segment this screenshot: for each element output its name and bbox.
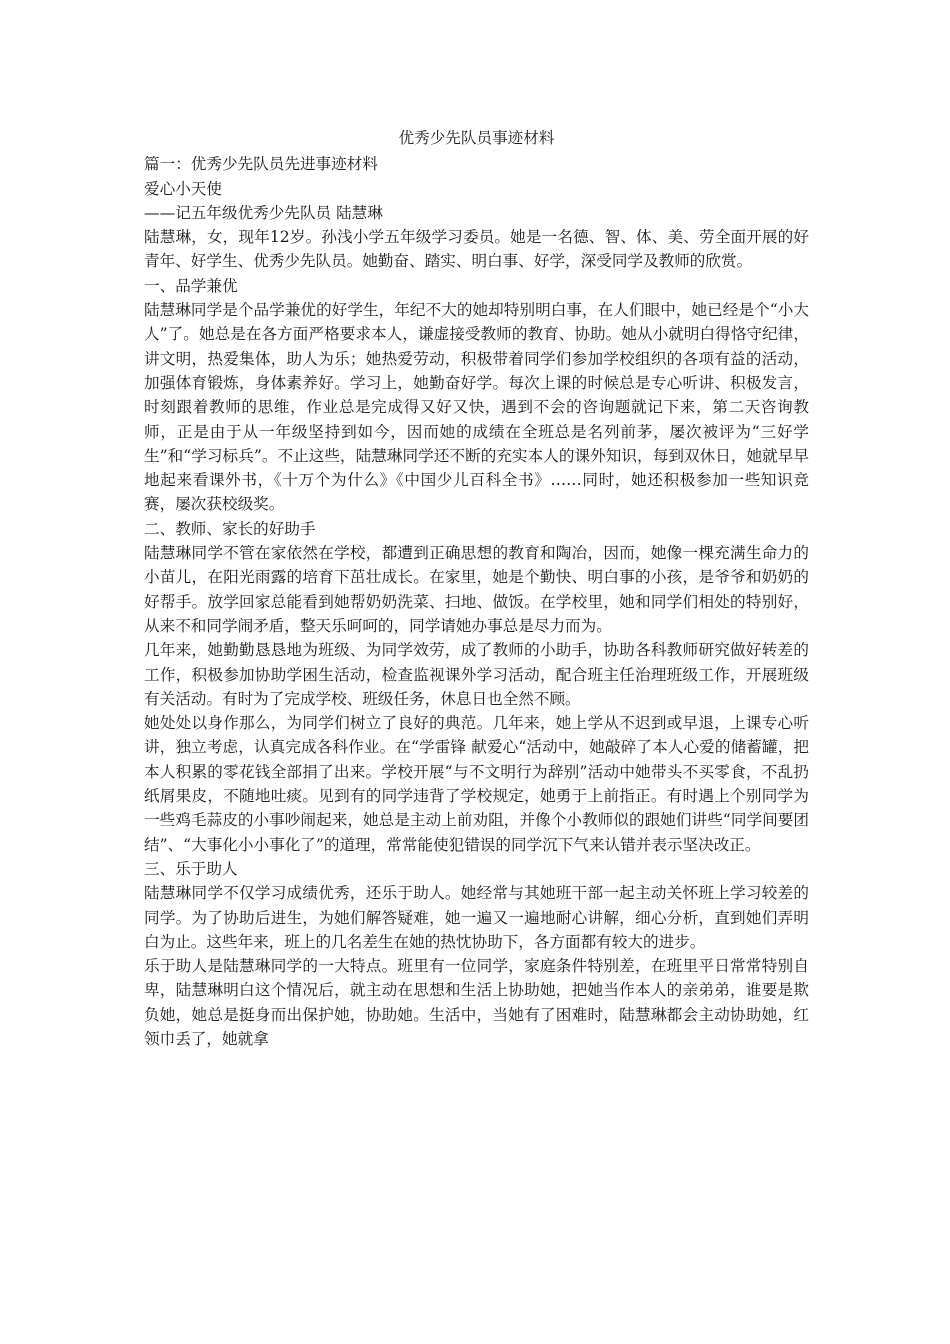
section-3-paragraph-2: 乐于助人是陆慧琳同学的一大特点。班里有一位同学，家庭条件特别差，在班里平日常常特别自卑，陆慧琳明白这个情况后，就主动在思想和生活上协助她，把她当作本人的亲弟弟，谁要是欺负她，她总是挺身而出保护她，协助她。生活中，当她有了困难时，陆慧琳都会主动协助她，红领巾丢了，她就拿 [144,957,809,1048]
section-2-paragraph-1: 陆慧琳同学不管在家依然在学校，都遭到正确思想的教育和陶冶，因而，她像一棵充满生命力的小苗儿，在阳光雨露的培育下茁壮成长。在家里，她是个勤快、明白事的小孩，是爷爷和奶奶的好帮手。放学回家总能看到她帮奶奶洗菜、扫地、做饭。在学校里，她和同学们相处的特别好，从来不和同学闹矛盾，整天乐呵呵的，同学请她办事总是尽力而为。 [144,544,809,635]
section-1-paragraph: 陆慧琳同学是个品学兼优的好学生，年纪不大的她却特别明白事，在人们眼中，她已经是个“小大人”了。她总是在各方面严格要求本人，谦虚接受教师的教育、协助。她从小就明白得恪守纪律，讲文明，热爱集体，助人为乐；她热爱劳动，积极带着同学们参加学校组织的各项有益的活动，加强体育锻炼，身体素养好。学习上，她勤奋好学。每次上课的时候总是专心听讲、积极发言，时刻跟着教师的思维，作业总是完成得又好又快，遇到不会的咨询题就记下来，第二天咨询教师，正是由于从一年级坚持到如今，因而她的成绩在全班总是名列前茅，屡次被评为“三好学生”和“学习标兵”。不止这些，陆慧琳同学还不断的充实本人的课外知识，每到双休日，她就早早地起来看课外书，《十万个为什么》《中国少儿百科全书》……同时，她还积极参加一些知识竞赛，屡次获校级奖。 [144,301,809,514]
document-body [144,126,809,1051]
section-2-paragraph-3: 她处处以身作那么，为同学们树立了良好的典范。几年来，她上学从不迟到或早退，上课专心听讲，独立考虑，认真完成各科作业。在“学雷锋 献爱心“活动中，她敲碎了本人心爱的储蓄罐，把本人积累的零花钱全部捐了出来。学校开展“与不文明行为辞别”活动中她带头不买零食，不乱扔纸屑果皮，不随地吐痰。见到有的同学违背了学校规定，她勇于上前指正。有时遇上个别同学为一些鸡毛蒜皮的小事吵闹起来，她总是主动上前劝阻，并像个小教师似的跟她们讲些“同学间要团结”、“大事化小小事化了”的道理，常常能使犯错误的同学沉下气来认错并表示坚决改正。 [144,714,809,854]
section-2-heading: 二、教师、家长的好助手 [144,519,316,538]
article-byline: ——记五年级优秀少先队员 陆慧琳 [144,203,383,222]
document-title: 优秀少先队员事迹材料 [398,129,555,147]
section-2-paragraph-2: 几年来，她勤勤恳恳地为班级、为同学效劳，成了教师的小助手，协助各科教师研究做好转差的工作，积极参加协助学困生活动，检查监视课外学习活动，配合班主任治理班级工作，开展班级有关活动。有时为了完成学校、班级任务，休息日也全然不顾。 [144,641,809,708]
section-3-paragraph-1: 陆慧琳同学不仅学习成绩优秀，还乐于助人。她经常与其她班干部一起主动关怀班上学习较差的同学。为了协助后进生，为她们解答疑难，她一遍又一遍地耐心讲解，细心分析，直到她们弄明白为止。这些年来，班上的几名差生在她的热忱协助下，各方面都有较大的进步。 [144,884,809,951]
article-subtitle: 爱心小天使 [144,179,222,198]
section-3-heading: 三、乐于助人 [144,859,238,878]
section-1-heading: 一、品学兼优 [144,276,238,295]
article-heading: 篇一：优秀少先队员先进事迹材料 [144,155,378,174]
intro-paragraph: 陆慧琳，女，现年12岁。孙浅小学五年级学习委员。她是一名德、智、体、美、劳全面开展的好青年、好学生、优秀少先队员。她勤奋、踏实、明白事、好学，深受同学及教师的欣赏。 [144,228,809,271]
